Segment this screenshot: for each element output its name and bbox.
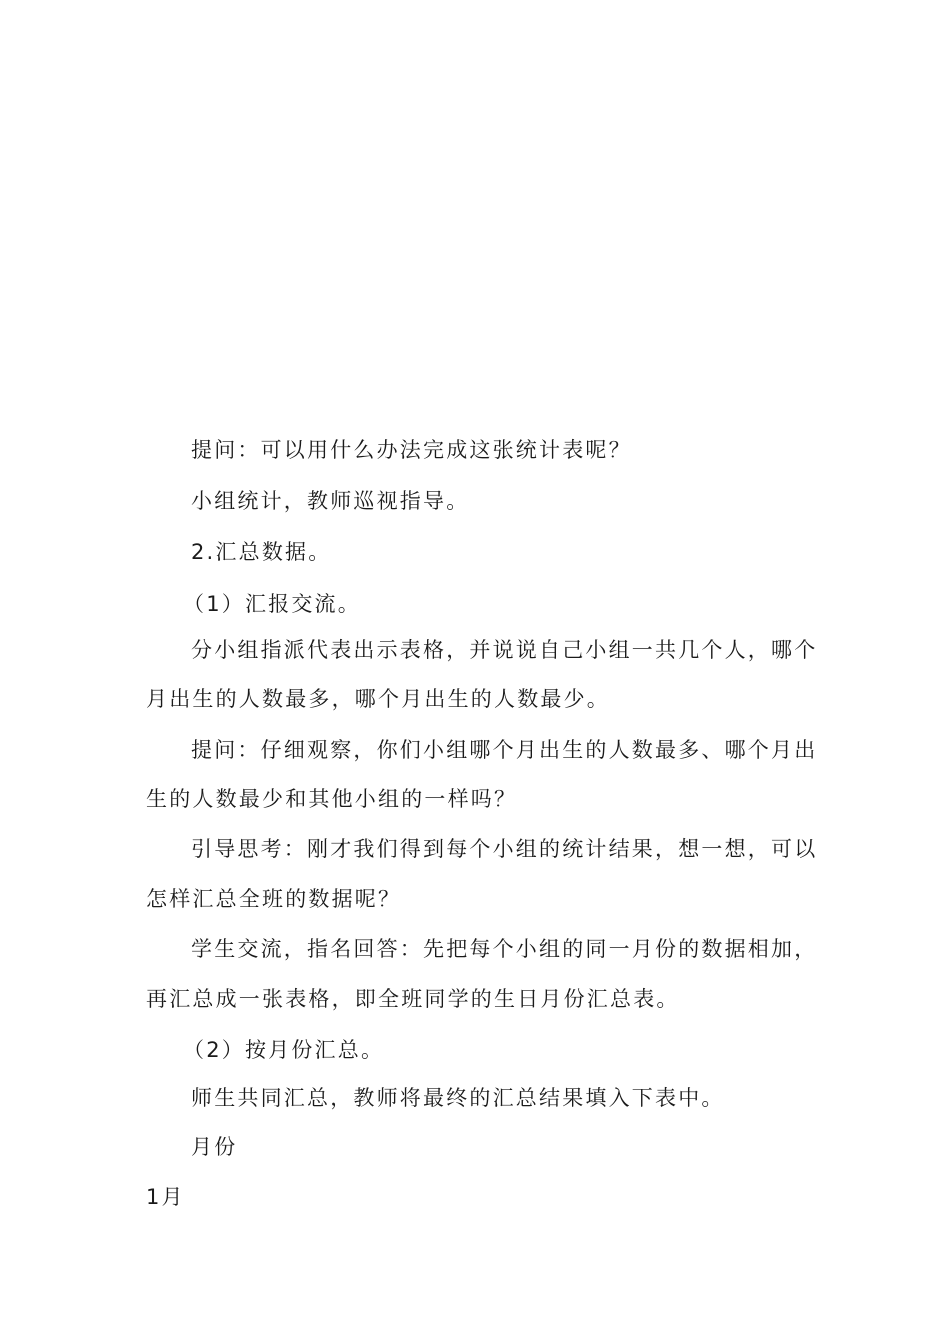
paragraph-question-observe-line2: 生的人数最少和其他小组的一样吗？ — [146, 787, 518, 811]
paragraph-question-method: 提问：可以用什么办法完成这张统计表呢？ — [191, 438, 632, 462]
paragraph-student-answer-line1: 学生交流，指名回答：先把每个小组的同一月份的数据相加， — [191, 937, 818, 961]
paragraph-group-representative-line2: 月出生的人数最多，哪个月出生的人数最少。 — [146, 687, 610, 711]
paragraph-teacher-fill-table: 师生共同汇总，教师将最终的汇总结果填入下表中。 — [191, 1086, 725, 1110]
paragraph-guide-thinking-line1: 引导思考：刚才我们得到每个小组的统计结果，想一想，可以 — [191, 837, 818, 861]
section-heading-summarize-data: 2.汇总数据。 — [191, 540, 332, 564]
paragraph-group-statistics: 小组统计，教师巡视指导。 — [191, 489, 470, 513]
paragraph-group-representative-line1: 分小组指派代表出示表格，并说说自己小组一共几个人，哪个 — [191, 638, 818, 662]
subheading-summarize-by-month: （2）按月份汇总。 — [183, 1038, 385, 1062]
table-header-month: 月份 — [191, 1135, 238, 1159]
paragraph-question-observe-line1: 提问：仔细观察，你们小组哪个月出生的人数最多、哪个月出 — [191, 738, 818, 762]
paragraph-guide-thinking-line2: 怎样汇总全班的数据呢？ — [146, 887, 402, 911]
paragraph-student-answer-line2: 再汇总成一张表格，即全班同学的生日月份汇总表。 — [146, 987, 680, 1011]
subheading-report-exchange: （1）汇报交流。 — [183, 592, 361, 616]
table-cell-january: 1月 — [146, 1185, 185, 1209]
